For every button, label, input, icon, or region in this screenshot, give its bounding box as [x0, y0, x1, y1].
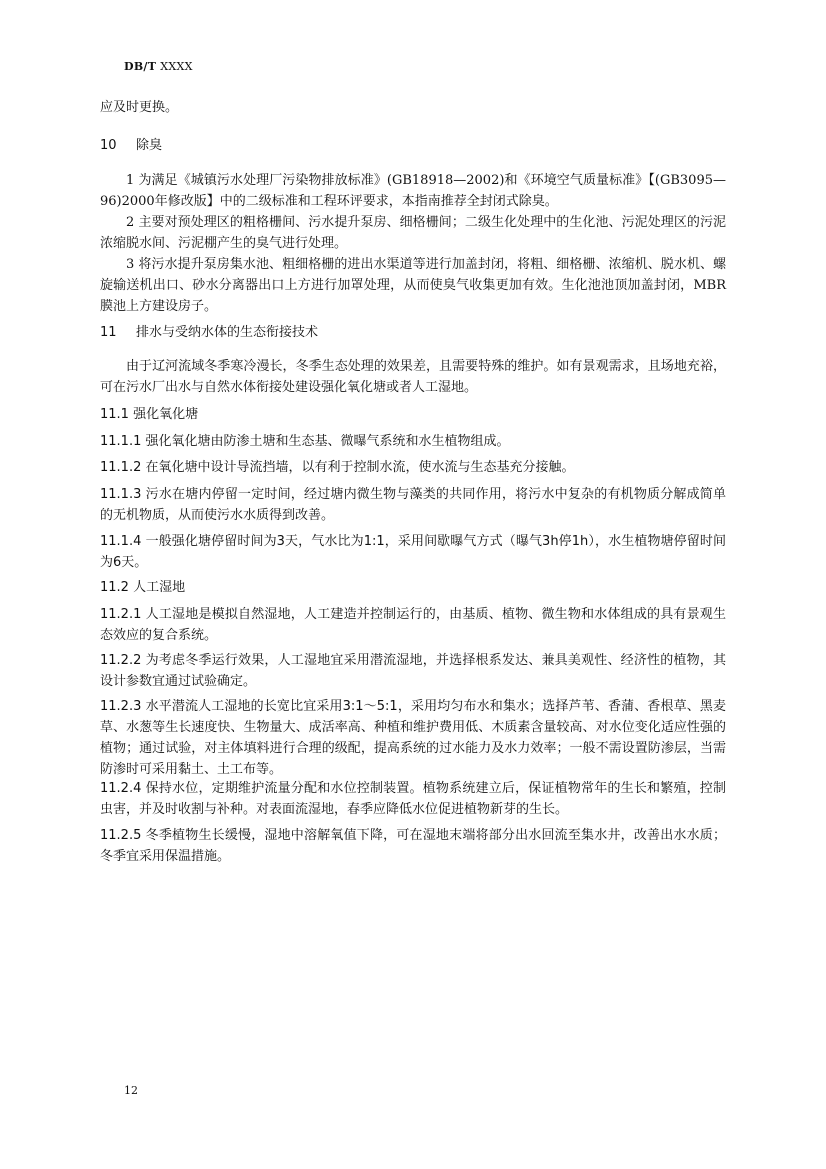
subsection-11-1-heading: 11.1 强化氧化塘 [100, 407, 199, 422]
section-11-intro: 由于辽河流域冬季寒冷漫长，冬季生态处理的效果差，且需要特殊的维护。如有景观需求，且场地充裕，可在污水厂出水与自然水体衔接处建设强化氧化塘或者人工湿地。 [100, 359, 726, 395]
section-10-item-1: 1 为满足《城镇污水处理厂污染物排放标准》(GB18918—2002)和《环境空气质量标准》【(GB3095—96)2000年修改版】中的二级标准和工程环评要求，本指南推荐全封闭式除臭。 [100, 173, 726, 209]
section-number: 10 [100, 138, 117, 153]
clause-11-2-3: 11.2.3 水平潜流人工湿地的长宽比宜采用3:1～5:1，采用均匀布水和集水；选择芦苇、香蒲、香根草、黑麦草、水葱等生长速度快、生物量大、成活率高、种植和维护费用低、木质素含量较高、对水位变化适应性强的植物；通过试验，对主体填料进行合理的级配，提高系统的过水能力及水力效率；一般不需设置防渗层，当需防渗时可采用黏土、土工布等。 [100, 699, 726, 777]
section-title: 除臭 [136, 138, 163, 153]
document-header [124, 60, 193, 73]
clause-11-2-1: 11.2.1 人工湿地是模拟自然湿地，人工建造并控制运行的，由基质、植物、微生物和水体组成的具有景观生态效应的复合系统。 [100, 607, 726, 643]
clause-11-2-2: 11.2.2 为考虑冬季运行效果，人工湿地宜采用潜流湿地，并选择根系发达、兼具美观性、经济性的植物，其设计参数宜通过试验确定。 [100, 653, 726, 689]
section-10-item-3: 3 将污水提升泵房集水池、粗细格栅的进出水渠道等进行加盖封闭，将粗、细格栅、浓缩机、脱水机、螺旋输送机出口、砂水分离器出口上方进行加罩处理，从而使臭气收集更加有效。生化池池顶加盖封闭，MBR膜池上方建设房子。 [100, 257, 726, 314]
clause-11-2-4: 11.2.4 保持水位，定期维护流量分配和水位控制装置。植物系统建立后，保证植物常年的生长和繁殖，控制虫害，并及时收割与补种。对表面流湿地，春季应降低水位促进植物新芽的生长。 [100, 781, 726, 817]
clause-11-1-3: 11.1.3 污水在塘内停留一定时间，经过塘内微生物与藻类的共同作用，将污水中复杂的有机物质分解成简单的无机物质，从而使污水水质得到改善。 [100, 487, 726, 523]
section-number: 11 [100, 325, 117, 340]
clause-11-2-5: 11.2.5 冬季植物生长缓慢，湿地中溶解氧值下降，可在湿地末端将部分出水回流至集水井，改善出水水质；冬季宜采用保温措施。 [100, 828, 726, 864]
section-10-heading [100, 135, 726, 156]
standard-code: DB/T [124, 60, 157, 73]
subsection-11-2-heading: 11.2 人工湿地 [100, 580, 186, 595]
standard-number: XXXX [160, 60, 193, 73]
continuation-line: 应及时更换。 [100, 100, 179, 115]
section-11-heading [100, 322, 726, 343]
section-title: 排水与受纳水体的生态衔接技术 [136, 325, 319, 340]
section-10-item-2: 2 主要对预处理区的粗格栅间、污水提升泵房、细格栅间；二级生化处理中的生化池、污泥处理区的污泥浓缩脱水间、污泥棚产生的臭气进行处理。 [100, 215, 726, 251]
page-number: 12 [124, 1084, 138, 1097]
clause-11-1-4: 11.1.4 一般强化塘停留时间为3天，气水比为1:1，采用间歇曝气方式（曝气3h停1h），水生植物塘停留时间为6天。 [100, 534, 726, 570]
clause-11-1-1: 11.1.1 强化氧化塘由防渗土塘和生态基、微曝气系统和水生植物组成。 [100, 434, 510, 449]
clause-11-1-2: 11.1.2 在氧化塘中设计导流挡墙，以有利于控制水流，使水流与生态基充分接触。 [100, 460, 575, 475]
